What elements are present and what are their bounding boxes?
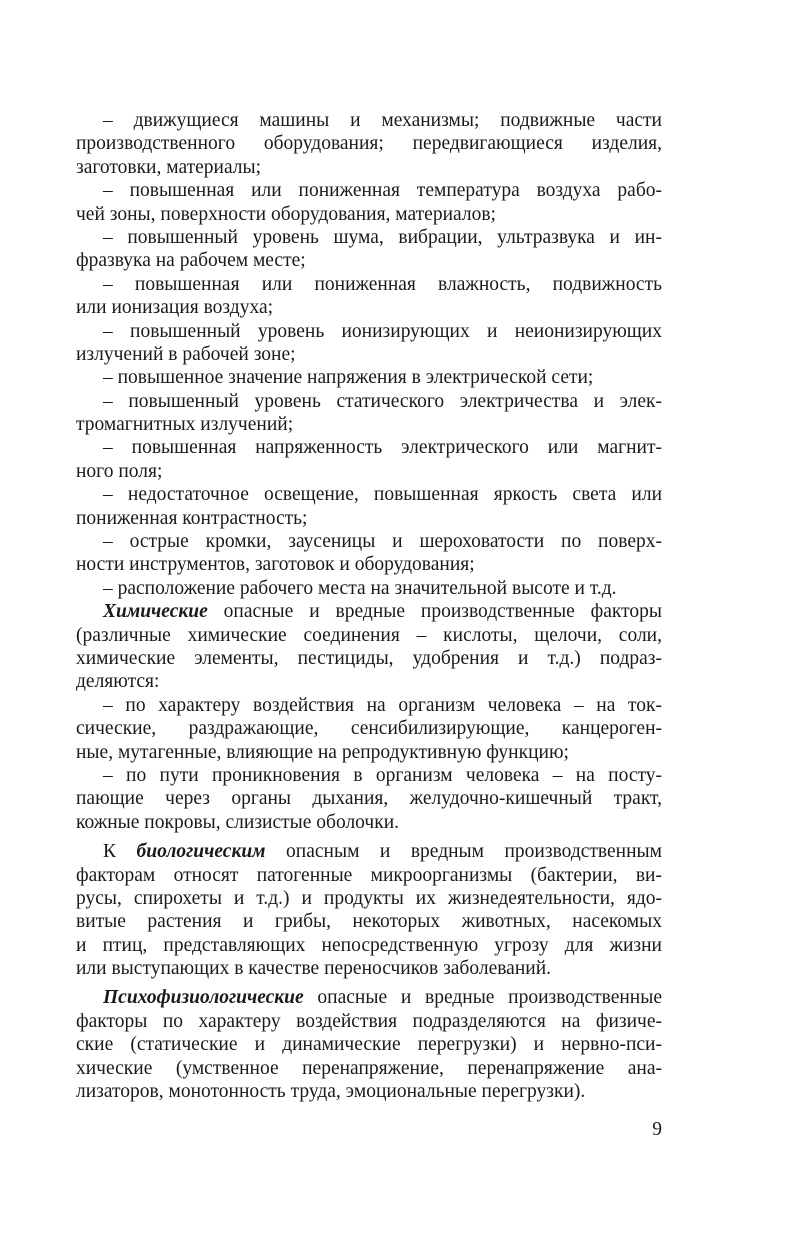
line-text: ности инструментов, заготовок и оборудования; bbox=[76, 554, 475, 576]
line-text: русы, спирохеты и т.д.) и продукты их жизнедеятельности, ядо- bbox=[76, 887, 662, 909]
text-line bbox=[76, 156, 662, 179]
text-line bbox=[76, 179, 662, 202]
text-line bbox=[76, 390, 662, 413]
line-text: – расположение рабочего места на значительной высоте и т.д. bbox=[103, 577, 617, 599]
line-text: факторам относят патогенные микроорганизмы (бактерии, ви- bbox=[76, 864, 662, 886]
line-text: пониженная контрастность; bbox=[76, 507, 308, 529]
line-text: кожные покровы, слизистые оболочки. bbox=[76, 811, 400, 833]
line-text: ские (статические и динамические перегрузки) и нервно-пси- bbox=[76, 1034, 662, 1056]
text-line bbox=[76, 1010, 662, 1033]
text-line bbox=[76, 670, 662, 693]
line-text: ные, мутагенные, влияющие на репродуктивную функцию; bbox=[76, 741, 569, 763]
text-line bbox=[76, 436, 662, 459]
emphasized-term: Психофизиологические bbox=[103, 987, 304, 1009]
line-text: химические элементы, пестициды, удобрения и т.д.) подраз- bbox=[76, 647, 662, 669]
text-line bbox=[76, 109, 662, 132]
line-text: заготовки, материалы; bbox=[76, 156, 262, 178]
line-text: ного поля; bbox=[76, 460, 163, 482]
line-text: – по пути проникновения в организм человека – на посту- bbox=[103, 764, 662, 786]
line-text: пающие через органы дыхания, желудочно-кишечный тракт, bbox=[76, 788, 662, 810]
line-text: витые растения и грибы, некоторых животных, насекомых bbox=[76, 911, 662, 933]
text-line bbox=[76, 530, 662, 553]
line-text: деляются: bbox=[76, 671, 160, 693]
text-line bbox=[76, 320, 662, 343]
text-line bbox=[76, 934, 662, 957]
text-line bbox=[76, 840, 662, 863]
text-line bbox=[76, 273, 662, 296]
line-text: – движущиеся машины и механизмы; подвижные части bbox=[103, 110, 662, 131]
body-text bbox=[76, 109, 662, 1103]
text-line bbox=[76, 647, 662, 670]
text-line bbox=[76, 1033, 662, 1056]
text-line bbox=[76, 957, 662, 980]
text-line bbox=[76, 460, 662, 483]
text-line bbox=[76, 624, 662, 647]
emphasized-term: Химические bbox=[103, 601, 208, 623]
text-line bbox=[76, 343, 662, 366]
text-line bbox=[76, 887, 662, 910]
line-text: сические, раздражающие, сенсибилизирующие, канцероген- bbox=[76, 718, 662, 740]
text-line bbox=[76, 507, 662, 530]
line-text: излучений в рабочей зоне; bbox=[76, 343, 296, 365]
line-text: – острые кромки, заусеницы и шероховатости по поверх- bbox=[103, 531, 662, 553]
line-text: факторы по характеру воздействия подразделяются на физиче- bbox=[76, 1010, 662, 1032]
text-line bbox=[76, 764, 662, 787]
line-text: производственного оборудования; передвигающиеся изделия, bbox=[76, 133, 662, 155]
text-line bbox=[76, 577, 662, 600]
line-text: – повышенное значение напряжения в электрической сети; bbox=[103, 367, 594, 389]
line-text: – повышенная напряженность электрического или магнит- bbox=[103, 437, 662, 459]
line-text: опасные и вредные производственные bbox=[303, 987, 662, 1009]
text-line bbox=[76, 986, 662, 1009]
line-text: опасные и вредные производственные факторы bbox=[207, 601, 662, 623]
text-line bbox=[76, 694, 662, 717]
line-text: фразвука на рабочем месте; bbox=[76, 250, 306, 272]
text-line bbox=[76, 296, 662, 319]
line-text: опасным и вредным производственным bbox=[265, 841, 662, 863]
text-line bbox=[76, 413, 662, 436]
line-text: тромагнитных излучений; bbox=[76, 414, 294, 436]
text-line bbox=[76, 132, 662, 155]
page-number: 9 bbox=[652, 1119, 662, 1140]
line-text: или выступающих в качестве переносчиков заболеваний. bbox=[76, 958, 552, 980]
text-line bbox=[76, 1080, 662, 1103]
line-text: – повышенный уровень шума, вибрации, ультразвука и ин- bbox=[103, 226, 662, 248]
line-prefix: К bbox=[103, 841, 137, 863]
line-text: – повышенный уровень статического электричества и элек- bbox=[103, 390, 662, 412]
text-line bbox=[76, 717, 662, 740]
text-line bbox=[76, 787, 662, 810]
emphasized-term: биологическим bbox=[136, 841, 266, 863]
text-line bbox=[76, 741, 662, 764]
line-text: – повышенный уровень ионизирующих и неионизирующих bbox=[103, 320, 662, 342]
line-text: и птиц, представляющих непосредственную угрозу для жизни bbox=[76, 934, 662, 956]
line-text: – повышенная или пониженная температура воздуха рабо- bbox=[103, 180, 662, 202]
text-line bbox=[76, 226, 662, 249]
text-line bbox=[76, 366, 662, 389]
line-text: – по характеру воздействия на организм человека – на ток- bbox=[103, 694, 662, 716]
line-text: чей зоны, поверхности оборудования, материалов; bbox=[76, 203, 496, 225]
text-line bbox=[76, 1057, 662, 1080]
line-text: или ионизация воздуха; bbox=[76, 297, 274, 319]
line-text: лизаторов, монотонность труда, эмоциональные перегрузки). bbox=[76, 1081, 586, 1103]
text-line bbox=[76, 864, 662, 887]
text-line bbox=[76, 910, 662, 933]
line-text: – повышенная или пониженная влажность, подвижность bbox=[103, 273, 662, 295]
text-line bbox=[76, 811, 662, 834]
line-text: (различные химические соединения – кислоты, щелочи, соли, bbox=[76, 624, 662, 646]
line-text: – недостаточное освещение, повышенная яркость света или bbox=[103, 484, 662, 506]
text-line bbox=[76, 249, 662, 272]
text-line bbox=[76, 600, 662, 623]
text-line bbox=[76, 553, 662, 576]
text-line bbox=[76, 203, 662, 226]
line-text: хические (умственное перенапряжение, перенапряжение ана- bbox=[76, 1057, 662, 1079]
text-line bbox=[76, 483, 662, 506]
